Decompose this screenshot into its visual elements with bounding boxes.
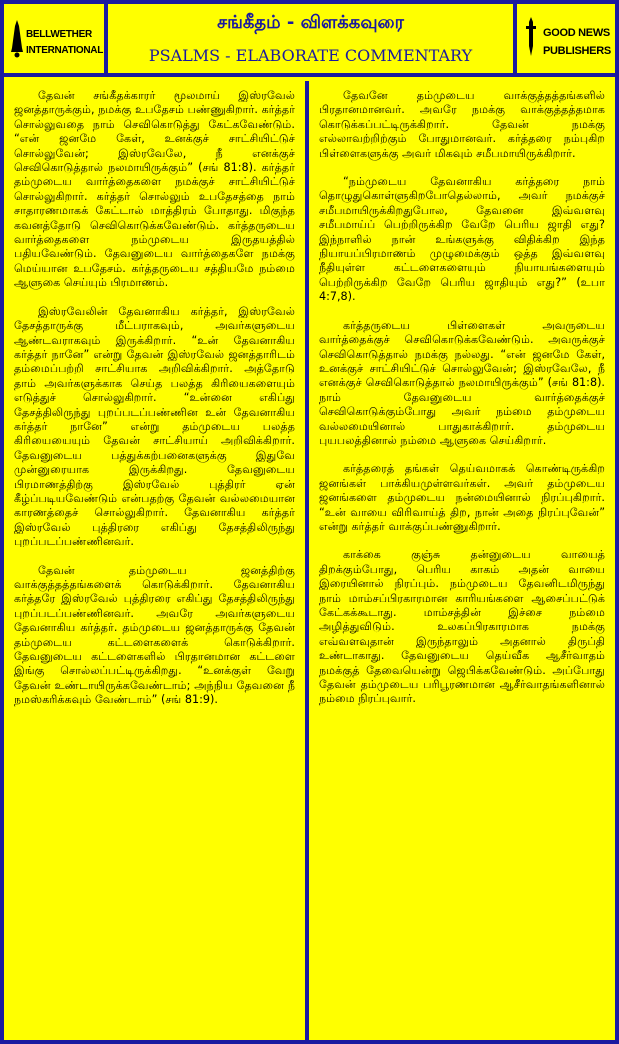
good-news-publishers-logo [513, 4, 615, 77]
paragraph: கர்த்தரைத் தங்கள் தெய்வமாகக் கொண்டிருக்கிற ஜனங்கள் பாக்கியமுள்ளவர்கள். அவர் தம்முடைய ஜனங்களை தம்முடைய நன்மையினால் நிரப்புகிறார். “உன் வாயை விரிவாய்த் திற, நான் அதை நிரப்புவேன்” என்று கர்த்தர் வாக்குப்பண்ணுகிறார். [319, 462, 605, 533]
paragraph: இஸ்ரவேலின் தேவனாகிய கர்த்தர், இஸ்ரவேல் தேசத்தாருக்கு மீட்பராகவும், அவர்களுடைய ஆண்டவராகவும் இருக்கிறார். “உன் தேவனாகிய கர்த்தர் நானே” என்று தேவன் இஸ்ரவேல் ஜனத்தாரிடம் தம்மைப்பற்றி சாட்சியாக அறிவிக்கிறார். அத்தோடு தாம் அவர்களுக்காக செய்த பலத்த கிரியைகளையும் எடுத்துச் சொல்லுகிறார். “உன்னை எகிப்து தேசத்திலிருந்து புறப்படப்பண்ணின உன் தேவனாகிய கர்த்தர் நானே” என்று தம்முடைய பலத்த கிரியையையும் தேவன் சாட்சியாய் அறிவிக்கிறார். தேவனுடைய பத்துக்கற்பனைகளுக்கு இதுவே முன்னுரையாக இருக்கிறது. தேவனுடைய பிரமாணத்திற்கு இஸ்ரவேல் புத்திரர் ஏன் கீழ்ப்படியவேண்டும் என்பதற்கு தேவன் வல்லமையான காரணத்தைச் சொல்லுகிறார். தேவனாகிய கர்த்தர் இஸ்ரவேல் புத்திரரை எகிப்து தேசத்திலிருந்து புறப்படப்பண்ணினவர். [14, 304, 295, 549]
good-news-logo-line1: GOOD NEWS [543, 27, 610, 39]
pen-logo-icon [523, 16, 539, 60]
bell-logo-icon [10, 18, 24, 58]
paragraph: கர்த்தருடைய பிள்ளைகள் அவருடைய வார்த்தைக்குச் செவிகொடுக்கவேண்டும். அவருக்குச் செவிகொடுத்தால் நமக்கு நல்லது. “என் ஜனமே கேள், உனக்குச் சாட்சியிட்டுச் சொல்லுவேன்; இஸ்ரவேலே, நீ எனக்குச் செவிகொடுத்தால் நலமாயிருக்கும்” (சங் 81:8). நாம் தேவனுடைய வார்த்தைக்குச் செவிகொடுக்கும்போது அவர் நம்மை தம்முடைய வல்லமையினால் பாதுகாக்கிறார். தம்முடைய புயபலத்தினால் நம்மை ஆளுகை செய்கிறார். [319, 318, 605, 447]
paragraph: தேவன் சங்கீதக்காரர் மூலமாய் இஸ்ரவேல் ஜனத்தாருக்கும், நமக்கு உபதேசம் பண்ணுகிறார். கர்த்தர் சொல்லுவதை நாம் செவிகொடுத்து கேட்கவேண்டும். “என் ஜனமே கேள், உனக்குச் சாட்சியிட்டுச் சொல்லுவேன்; இஸ்ரவேலே, நீ எனக்குச் செவிகொடுத்தால் நலமாயிருக்கும்” (சங் 81:8). கர்த்தர் தம்முடைய வார்த்தைகளை நமக்குச் சாட்சியிட்டுச் சொல்லுகிறார். கர்த்தர் சொல்லும் உபதேசத்தை நாம் சாதாரணமாகக் கேட்டால் மாத்திரம் போதாது. மிகுந்த கவனத்தோடு செவிகொடுக்கவேண்டும். கர்த்தருடைய வார்த்தைகளை நம்முடைய இருதயத்தில் பதியவேண்டும். தேவனுடைய வார்த்தைகளே நமக்கு மெய்யான உபதேசம். கர்த்தருடைய சத்தியமே நம்மை ஆளுகை செய்யும் பிரமாணம். [14, 89, 295, 290]
page-title-english: PSALMS - ELABORATE COMMENTARY [148, 46, 473, 65]
left-column [4, 81, 309, 1040]
bellwether-logo-line1: BELLWETHER [26, 29, 92, 40]
page-title-tamil: சங்கீதம் - விளக்கவுரை [217, 12, 404, 33]
bellwether-logo [4, 4, 108, 77]
content-columns [4, 81, 615, 1040]
page-header [4, 4, 615, 77]
paragraph: தேவன் தம்முடைய ஜனத்திற்கு வாக்குத்தத்தங்களைக் கொடுக்கிறார். தேவனாகிய கர்த்தரே இஸ்ரவேல் புத்திரரை எகிப்து தேசத்திலிருந்து புறப்படப்பண்ணினவர். அவரே அவர்களுடைய தேவனாகிய கர்த்தர். தம்முடைய ஜனத்தாருக்கு தேவன் தம்முடைய கட்டளைகளைக் கொடுக்கிறார். தேவனுடைய கட்டளைகளில் பிரதானமான கட்டளை இங்கு சொல்லப்பட்டிருக்கிறது. “உனக்குள் வேறு தேவன் உண்டாயிருக்கவேண்டாம்; அந்நிய தேவனை நீ நமஸ்கரிக்கவும் வேண்டாம்” (சங் 81:9). [14, 563, 295, 707]
good-news-logo-line2: PUBLISHERS [543, 45, 611, 57]
right-column [309, 81, 615, 1040]
paragraph: “நம்முடைய தேவனாகிய கர்த்தரை நாம் தொழுதுகொள்ளுகிறபோதெல்லாம், அவர் நமக்குச் சமீபமாயிருக்கிறதுபோல, தேவனை இவ்வளவு சமீபமாய்ப் பெற்றிருக்கிற வேறே பெரிய ஜாதி எது? இந்நாளில் நான் உங்களுக்கு விதிக்கிற இந்த நியாயப்பிரமாணம் முழுமைக்கும் ஒத்த இவ்வளவு நீதியுள்ள கட்டளைகளையும் நியாயங்களையும் பெற்றிருக்கிற வேறே பெரிய ஜாதியும் எது?” (உபா 4:7,8). [319, 175, 605, 304]
bellwether-logo-line2: INTERNATIONAL [26, 45, 104, 56]
paragraph: தேவனே தம்முடைய வாக்குத்தத்தங்களில் பிரதானமானவர். அவரே நமக்கு வாக்குத்தத்தமாக கொடுக்கப்பட்டிருக்கிறார். தேவன் நமக்கு எல்லாவற்றிற்கும் போதுமானவர். கர்த்தரை நம்புகிற பிள்ளைகளுக்கு அவர் மிகவும் சமீபமாயிருக்கிறார். [319, 89, 605, 160]
title-block [108, 4, 513, 77]
paragraph: காக்கை குஞ்சு தன்னுடைய வாயைத் திறக்கும்போது, பெரிய காகம் அதன் வாயை இரையினால் நிரப்பும். நம்முடைய தேவனிடமிருந்து நாம் மாம்சப்பிரகாரமான காரியங்களை ஆசைப்பட்டுக் கேட்கக்கூடாது. மாம்சத்தின் இச்சை நம்மை அழித்துவிடும். உலகப்பிரகாரமாக நமக்கு எவ்வளவுதான் இருந்தாலும் அதனால் திருப்தி உண்டாகாது. தேவனுடைய தெய்வீக ஆசீர்வாதம் நமக்குத் தேவையென்று ஜெபிக்கவேண்டும். அப்போது தேவன் தம்முடைய பரிபூரணமான ஆசீர்வாதங்களினால் நம்மை நிரப்புவார். [319, 548, 605, 706]
